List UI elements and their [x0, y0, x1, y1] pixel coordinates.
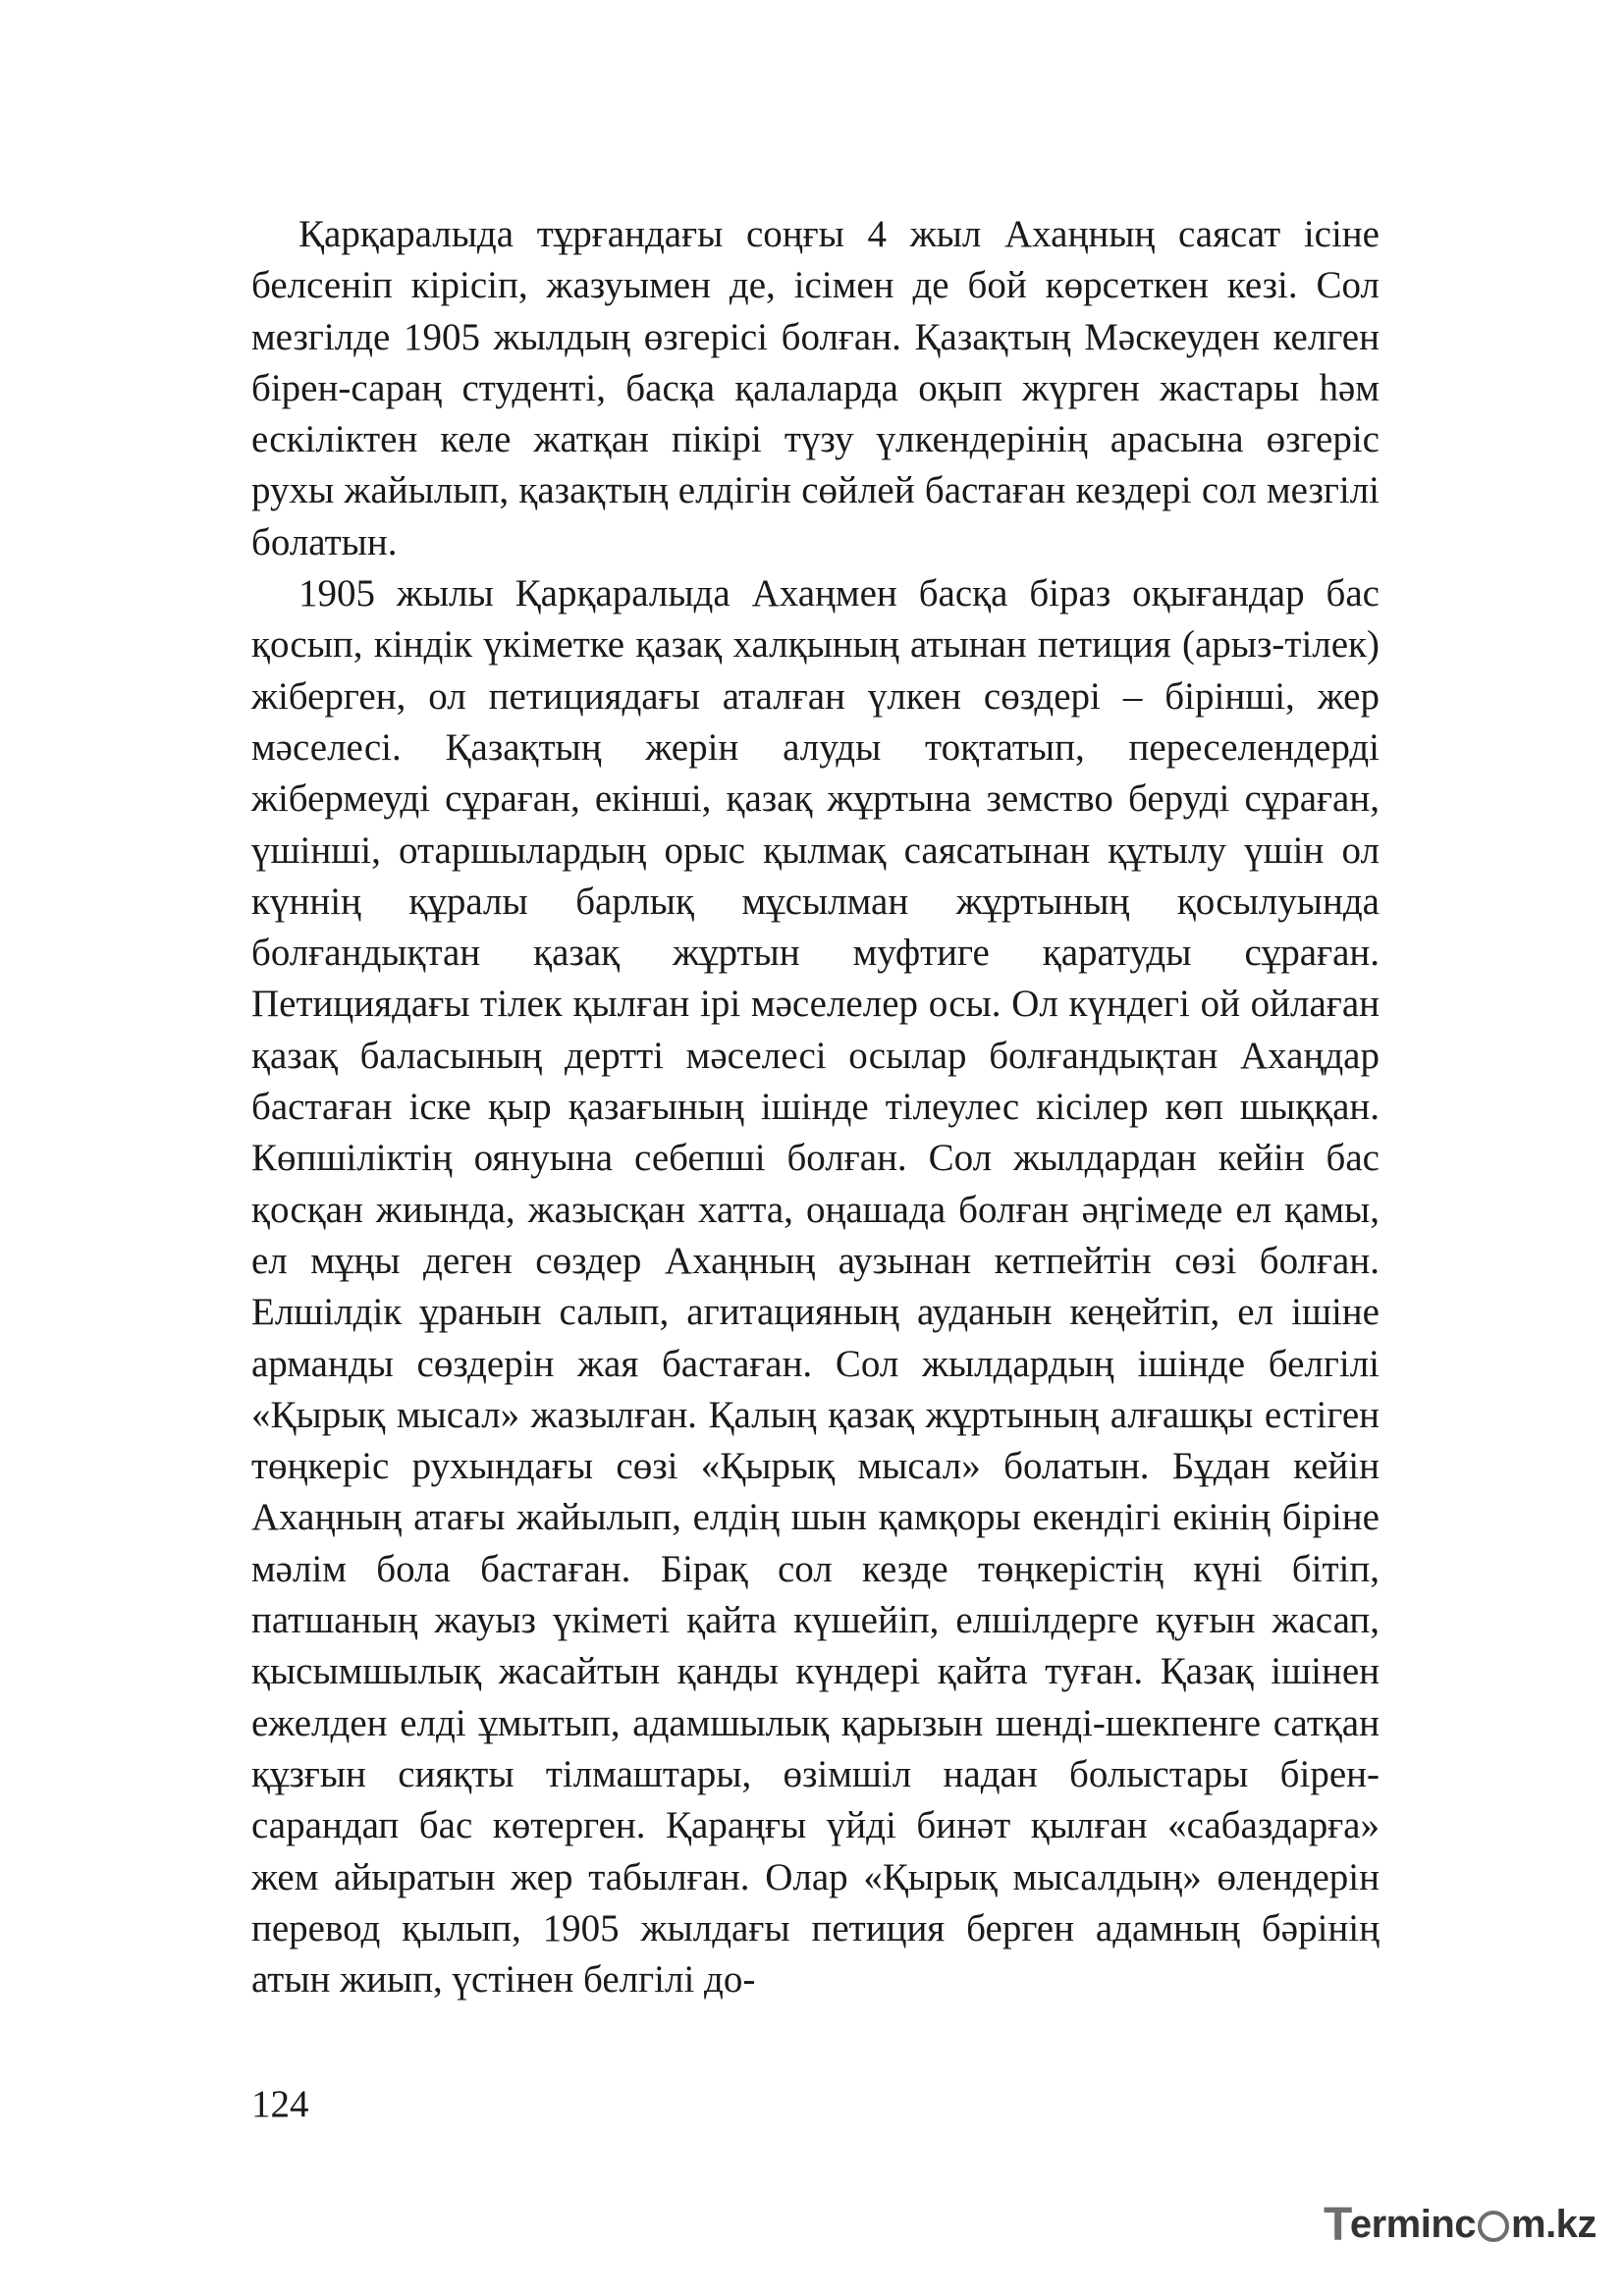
magnifier-icon [1478, 2211, 1509, 2242]
paragraph-2: 1905 жылы Қарқаралыда Ахаңмен басқа біраз оқығандар бас қосып, кіндік үкіметке қазақ халқының атынан петиция (арыз-тілек) жіберген, ол петициядағы аталған үлкен сөздері – бірінші, жер мәселесі. Қазақтың жерін алуды тоқтатып, переселендерді жібермеуді сұраған, екінші, қазақ жұртына земство беруді сұраған, үшінші, отаршылардың орыс қылмақ саясатынан құтылу үшін ол күннің құралы барлық мұсылман жұртының қосылуында болғандықтан қазақ жұртын муфтиге қаратуды сұраған. Петициядағы тілек қылған ірі мәселелер осы. Ол күндегі ой ойлаған қазақ баласының дертті мәселесі осылар болғандықтан Ахаңдар бастаған іске қыр қазағының ішінде тілеулес кісілер көп шыққан. Көпшіліктің оянуына себепші болған. Сол жылдардан кейін бас қосқан жиында, жазысқан хатта, оңашада болған әңгімеде ел қамы, ел мұңы деген сөздер Ахаңның аузынан кетпейтін сөзі болған. Елшілдік ұранын салып, агитацияның ауданын кеңейтіп, ел ішіне арманды сөздерін жая бастаған. Сол жылдардың ішінде белгілі «Қырық мысал» жазылған. Қалың қазақ жұртының алғашқы естіген төңкеріс рухындағы сөзі «Қырық мысал» болатын. Бұдан кейін Ахаңның атағы жайылып, елдің шын қамқоры екендігі екінің біріне мәлім бола бастаған. Бірақ сол кезде төңкерістің күні бітіп, патшаның жауыз үкіметі қайта күшейіп, елшілдерге қуғын жасап, қысымшылық жасайтын қанды күндері қайта туған. Қазақ ішінен ежелден елді ұмытып, адамшылық қарызын шенді-шекпенге сатқан құзғын сияқты тілмаштары, өзімшіл надан болыстары бірен-сарандап бас көтерген. Қараңғы үйді бинәт қылған «сабаздарға» жем айыратын жер табылған. Олар «Қырық мысалдың» өлендерін перевод қылып, 1905 жылдағы петиция берген адамның бәрінің атын жиып, үстінен белгілі до- [251, 572, 1380, 2002]
paragraph-1: Қарқаралыда тұрғандағы соңғы 4 жыл Ахаңның саясат ісіне белсеніп кірісіп, жазуымен де, ісімен де бой көрсеткен кезі. Сол мезгілде 1905 жылдың өзгерісі болған. Қазақтың Мәскеуден келген бірен-сараң студенті, басқа қалаларда оқып жүрген жастары һәм ескіліктен келе жатқан пікірі түзу үлкендерінің арасына өзгеріс рухы жайылып, қазақтың елдігін сөйлей бастаған кездері сол мезгілі болатын. [251, 213, 1380, 563]
logo-t-letter: T [1324, 2198, 1352, 2251]
logo-text-end: m.kz [1511, 2202, 1597, 2246]
logo-text-start: erminc [1349, 2202, 1476, 2246]
page-number: 124 [251, 2083, 309, 2125]
body-text [251, 209, 1380, 2005]
termincom-logo [1324, 2195, 1597, 2254]
